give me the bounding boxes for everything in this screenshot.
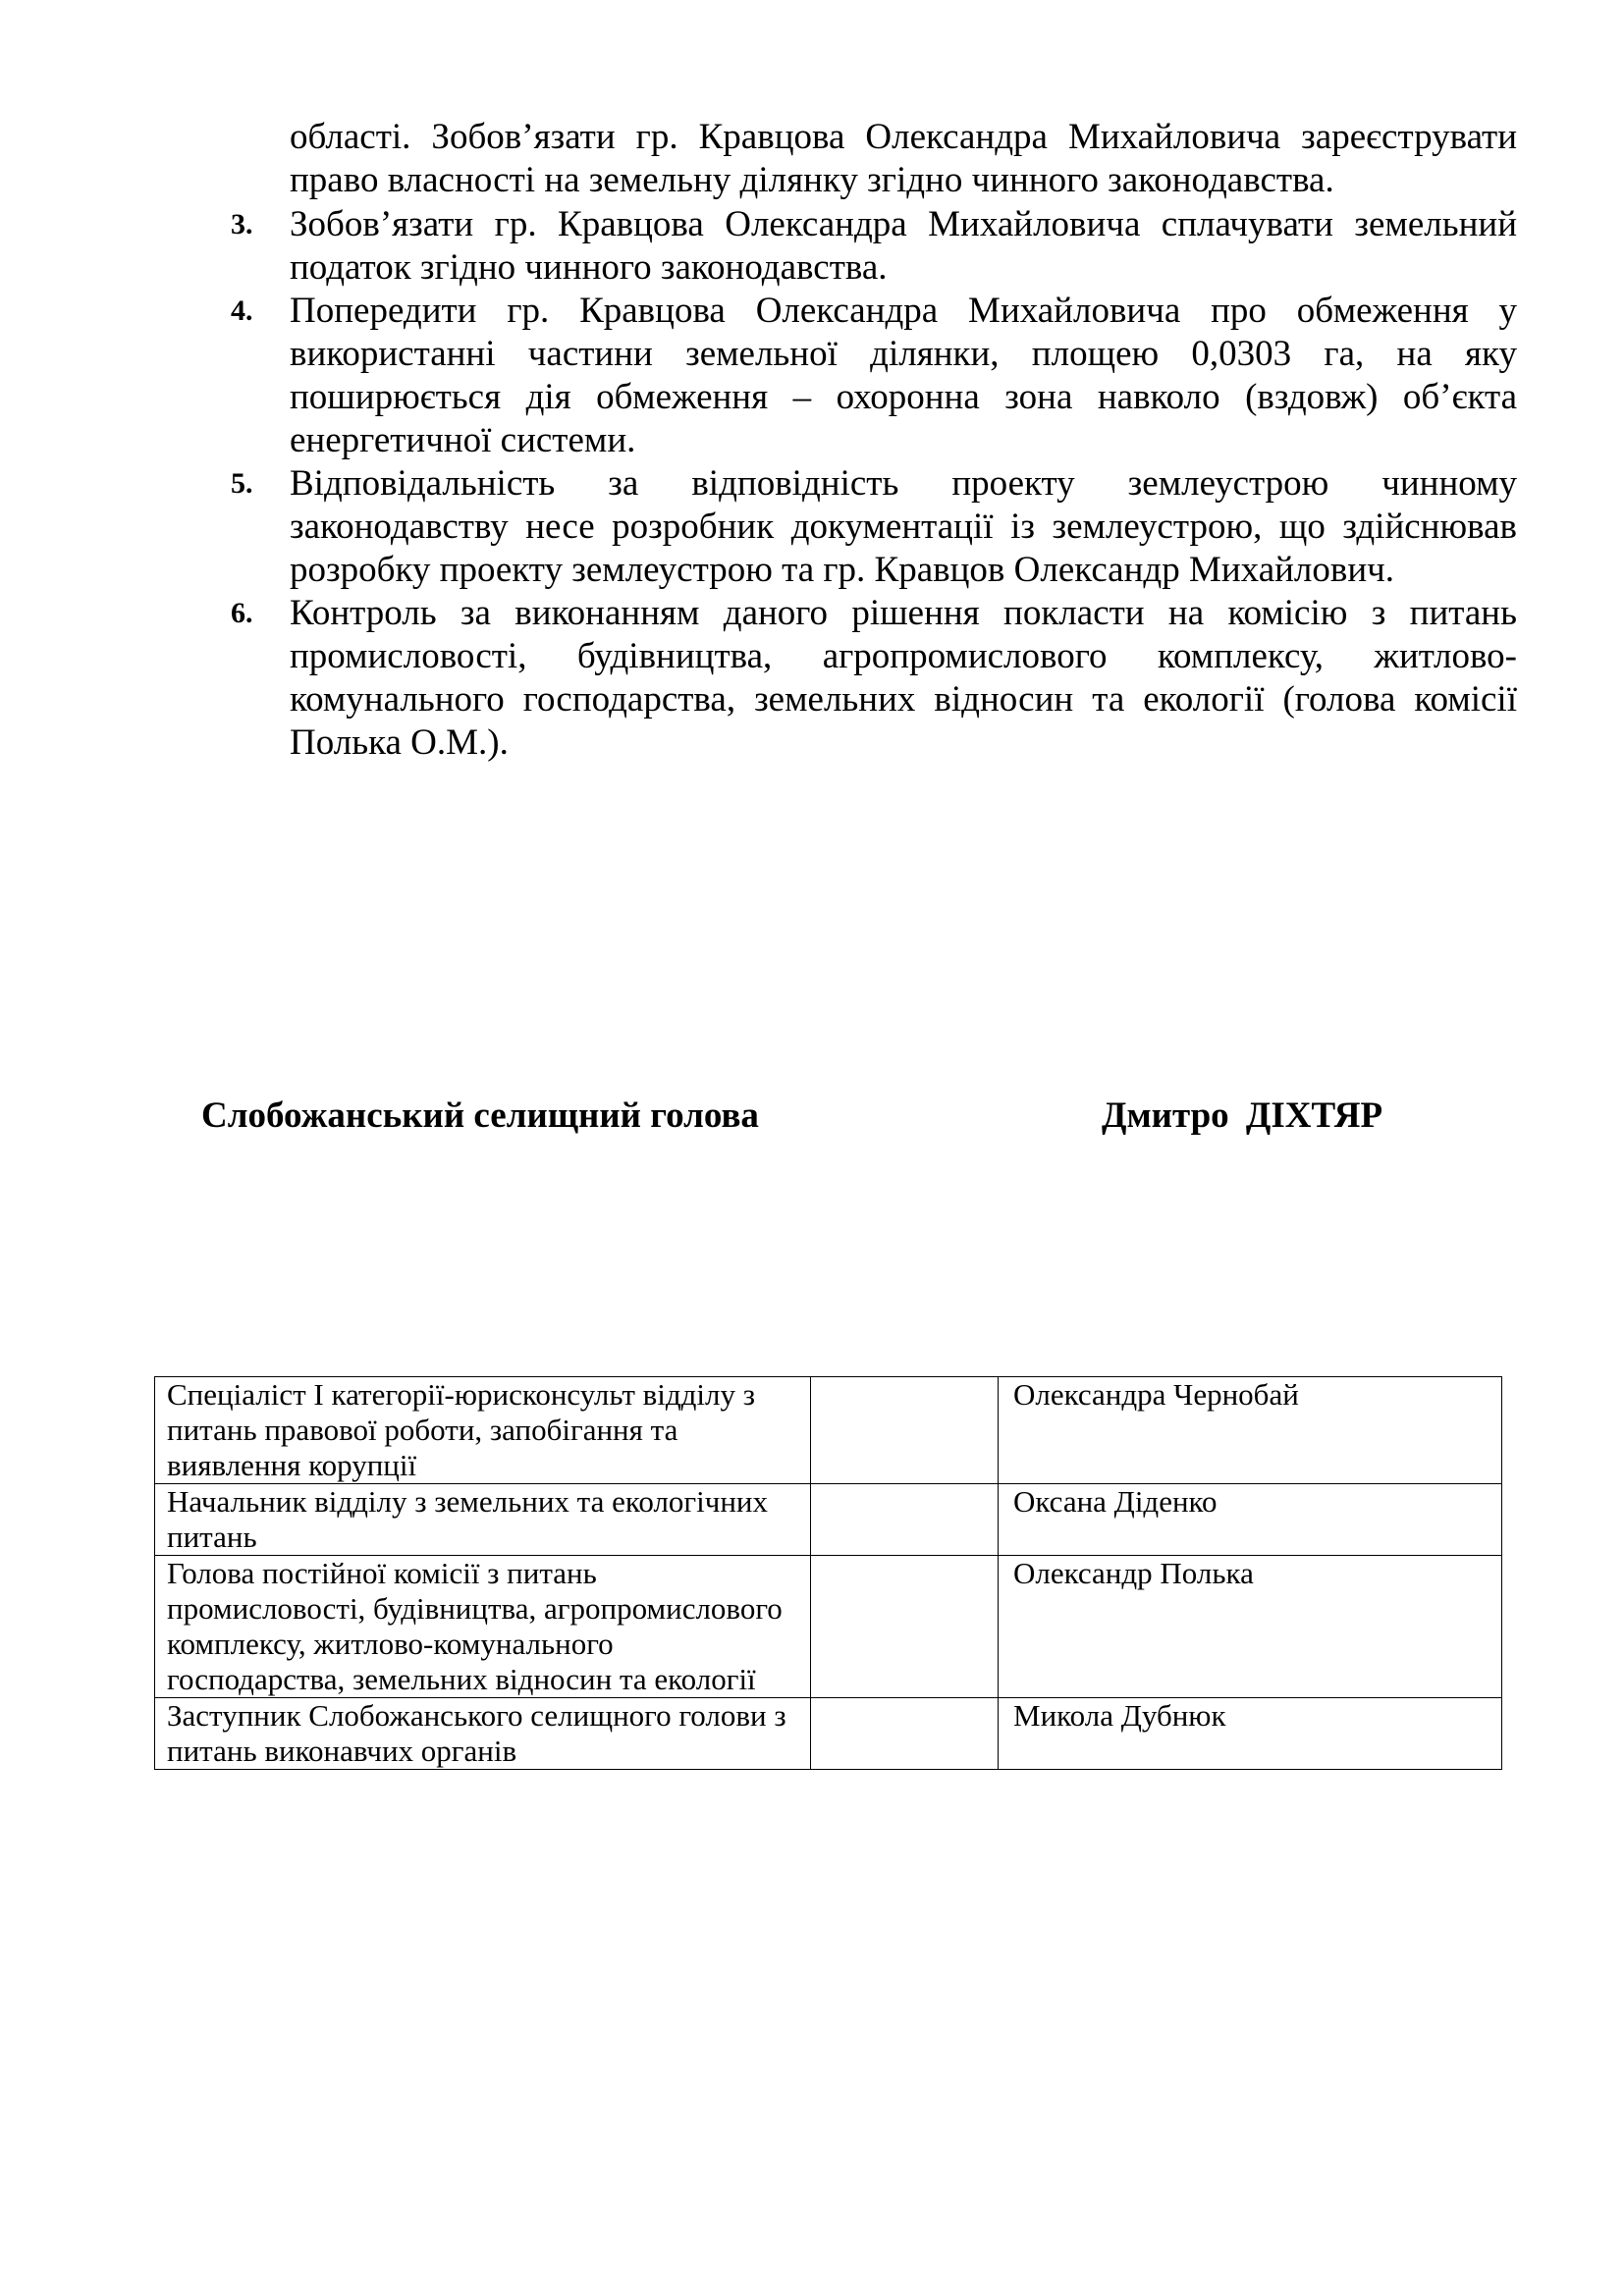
list-item-number: 5. xyxy=(231,467,253,500)
list-item-number: 3. xyxy=(231,208,253,240)
approval-role: Голова постійної комісії з питань промисловості, будівництва, агропромислового комплексу, житлово-комунального господарства, земельних відносин та екології xyxy=(155,1556,811,1698)
approval-signature-cell xyxy=(811,1484,999,1556)
list-item-4 xyxy=(231,290,1517,462)
list-item-text: Зобов’язати гр. Кравцова Олександра Михайловича сплачувати земельний податок згідно чинного законодавства. xyxy=(290,204,1517,288)
approval-role: Спеціаліст І категорії-юрисконсульт відділу з питань правової роботи, запобігання та виявлення корупції xyxy=(155,1377,811,1484)
approval-role: Начальник відділу з земельних та екологічних питань xyxy=(155,1484,811,1556)
approval-signature-cell xyxy=(811,1377,999,1484)
approval-signature-cell xyxy=(811,1698,999,1770)
approval-name: Микола Дубнюк xyxy=(999,1698,1502,1770)
signatory-position: Слобожанський селищний голова xyxy=(201,1095,759,1136)
approval-name: Олександра Чернобай xyxy=(999,1377,1502,1484)
list-item-5 xyxy=(231,462,1517,592)
list-item-text: Попередити гр. Кравцова Олександра Михайловича про обмеження у використанні частини земельної ділянки, площею 0,0303 га, на яку поширюється дія обмеження – охоронна зона навколо (вздовж) об’єкта енергетичної системи. xyxy=(290,291,1517,460)
continuation-line-1: області. Зобов’язати гр. Кравцова Олександра Михайловича зареєструвати xyxy=(290,117,1517,157)
list-item-number: 6. xyxy=(231,597,253,629)
list-item-6 xyxy=(231,592,1517,765)
list-item-number: 4. xyxy=(231,294,253,327)
approval-signature-cell xyxy=(811,1556,999,1698)
approval-name: Олександр Полька xyxy=(999,1556,1502,1698)
list-item-text: Відповідальність за відповідність проекту землеустрою чинному законодавству несе розробник документації із землеустрою, що здійснював розробку проекту землеустрою та гр. Кравцов Олександр Михайлович. xyxy=(290,463,1517,590)
continuation-paragraph xyxy=(290,116,1517,202)
signatory-name: Дмитро ДІХТЯР xyxy=(1102,1095,1383,1136)
table-row xyxy=(155,1377,1502,1484)
table-row xyxy=(155,1484,1502,1556)
list-item-text: Контроль за виконанням даного рішення покласти на комісію з питань промисловості, будівництва, агропромислового комплексу, житлово-комунального господарства, земельних відносин та екології (голова комісії Полька О.М.). xyxy=(290,593,1517,763)
approval-name: Оксана Діденко xyxy=(999,1484,1502,1556)
table-row xyxy=(155,1698,1502,1770)
approvals-table xyxy=(154,1376,1502,1770)
continuation-line-2: право власності на земельну ділянку згідно чинного законодавства. xyxy=(290,160,1334,200)
table-row xyxy=(155,1556,1502,1698)
approval-role: Заступник Слобожанського селищного голови з питань виконавчих органів xyxy=(155,1698,811,1770)
numbered-list xyxy=(231,203,1517,765)
list-item-3 xyxy=(231,203,1517,290)
